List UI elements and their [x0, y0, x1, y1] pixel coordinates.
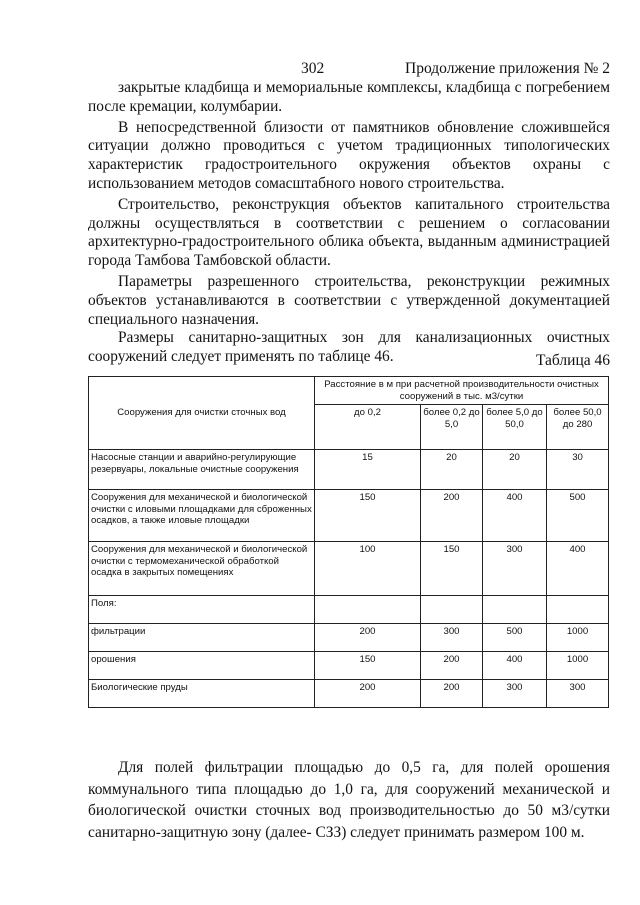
- table-cell: 400: [483, 652, 547, 680]
- table-cell: 300: [483, 542, 547, 596]
- table-cell: 200: [421, 652, 483, 680]
- page-header: [88, 60, 610, 80]
- paragraph-cemeteries: закрытые кладбища и мемориальные комплексы, кладбища с погребением после кремации, колумбарии.: [88, 79, 610, 115]
- table-row: [89, 542, 609, 596]
- table-row-name: Поля:: [89, 596, 315, 624]
- table-cell: 500: [547, 490, 609, 542]
- table-cell: 150: [315, 652, 421, 680]
- table-cell: 400: [483, 490, 547, 542]
- body-text: [88, 79, 610, 367]
- table-row-name: Насосные станции и аварийно-регулирующие резервуары, локальные очистные сооружения: [89, 450, 315, 490]
- table-label: Таблица 46: [535, 352, 610, 369]
- table-cell: 300: [547, 680, 609, 708]
- table-cell: 1000: [547, 652, 609, 680]
- table-row: [89, 680, 609, 708]
- page-number: 302: [301, 60, 325, 77]
- table-cell: [483, 596, 547, 624]
- table-cell: 500: [483, 624, 547, 652]
- table-row: [89, 450, 609, 490]
- table-row-name: Сооружения для механической и биологической очистки с иловыми площадками для сброженных осадков, а также иловые площадки: [89, 490, 315, 542]
- sanitary-zone-table: [88, 376, 609, 708]
- table-row-name: фильтрации: [89, 624, 315, 652]
- table-subheader: более 50,0 до 280: [547, 405, 609, 450]
- appendix-continuation: Продолжение приложения № 2: [405, 60, 610, 77]
- table-cell: 1000: [547, 624, 609, 652]
- table-subheader: до 0,2: [315, 405, 421, 450]
- table-cell: [421, 596, 483, 624]
- table-cell: 300: [421, 624, 483, 652]
- table-header-distance: Расстояние в м при расчетной производительности очистных сооружений в тыс. м3/сутки: [315, 377, 609, 405]
- table-subheader: более 5,0 до 50,0: [483, 405, 547, 450]
- table-cell: 200: [421, 490, 483, 542]
- table-cell: 200: [315, 680, 421, 708]
- table-cell: 30: [547, 450, 609, 490]
- table-row: [89, 652, 609, 680]
- table-cell: 15: [315, 450, 421, 490]
- table-row-name: Биологические пруды: [89, 680, 315, 708]
- table-cell: 20: [483, 450, 547, 490]
- table-cell: 20: [421, 450, 483, 490]
- table-cell: 300: [483, 680, 547, 708]
- footer-text: [88, 757, 610, 843]
- paragraph-sanitary-zones: Размеры санитарно-защитных зон для канализационных очистных сооружений следует применять по таблице 46.: [88, 329, 610, 366]
- table-cell: 100: [315, 542, 421, 596]
- paragraph-monuments: В непосредственной близости от памятников обновление сложившейся ситуации должно проводиться с учетом традиционных типологических характеристик градостроительного окружения объектов охраны с использованием методов сомасштабного нового строительства.: [88, 118, 610, 192]
- table-cell: 200: [315, 624, 421, 652]
- table-row-name: Сооружения для механической и биологической очистки с термомеханической обработкой осадка в закрытых помещениях: [89, 542, 315, 596]
- table-header-facilities: Сооружения для очистки сточных вод: [89, 377, 315, 450]
- table-cell: 200: [421, 680, 483, 708]
- table-cell: 400: [547, 542, 609, 596]
- paragraph-filtration-fields: Для полей фильтрации площадью до 0,5 га, для полей орошения коммунального типа площадью до 1,0 га, для сооружений механической и биологической очистки сточных вод производительностью до 50 м3/сутки санитарно-защитную зону (далее- СЗЗ) следует принимать размером 100 м.: [88, 759, 610, 841]
- paragraph-parameters: Параметры разрешенного строительства, реконструкции режимных объектов устанавливаются в соответствии с утвержденной документацией специального назначения.: [88, 272, 610, 328]
- paragraph-construction: Строительство, реконструкция объектов капитального строительства должны осуществляться в соответствии с решением о согласовании архитектурно-градостроительного облика объекта, выданным администрацией города Тамбова Тамбовской области.: [88, 195, 610, 270]
- table-row: [89, 596, 609, 624]
- table-subheader: более 0,2 до 5,0: [421, 405, 483, 450]
- table-row: [89, 490, 609, 542]
- table-cell: 150: [421, 542, 483, 596]
- table-cell: [315, 596, 421, 624]
- table-row: [89, 624, 609, 652]
- table-cell: [547, 596, 609, 624]
- table-row-name: орошения: [89, 652, 315, 680]
- table-cell: 150: [315, 490, 421, 542]
